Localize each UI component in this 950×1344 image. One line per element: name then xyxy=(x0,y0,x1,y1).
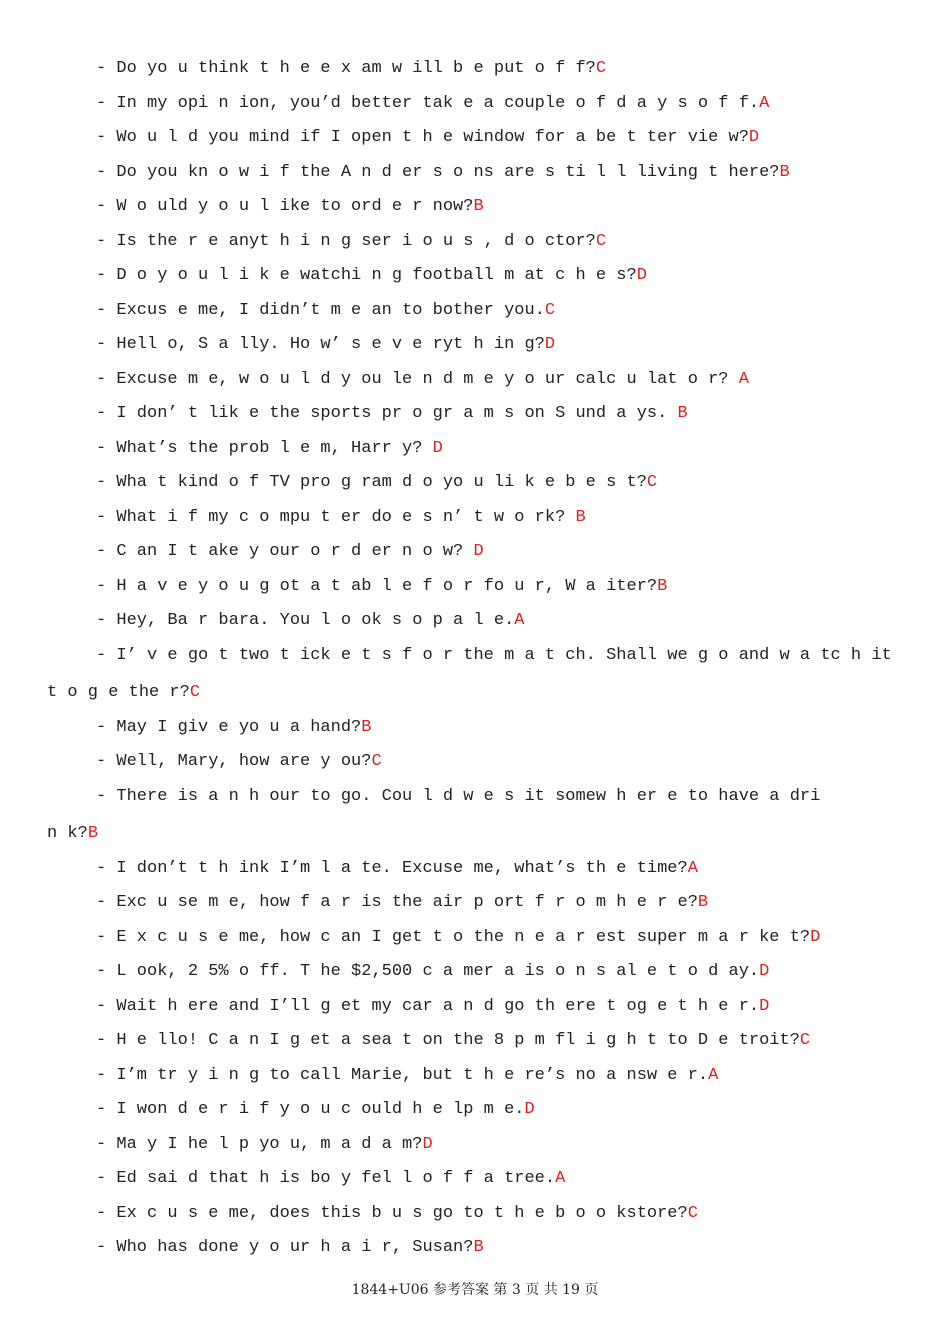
question-item xyxy=(0,1128,950,1163)
answer-letter: C xyxy=(595,231,607,251)
answer-letter: C xyxy=(371,752,382,771)
question-item xyxy=(0,921,950,956)
question-item xyxy=(0,121,950,156)
answer-letter: B xyxy=(657,576,668,596)
question-item xyxy=(0,780,950,852)
answer-letter: C xyxy=(646,473,658,492)
question-text: - Hell o, S a lly. Ho w’ s e v e ryt h in g? xyxy=(96,335,545,354)
answer-letter: B xyxy=(575,507,586,527)
question-item xyxy=(0,852,950,887)
question-item xyxy=(0,1093,950,1128)
answer-letter: D xyxy=(748,128,760,147)
question-item xyxy=(0,501,950,536)
answer-letter: A xyxy=(759,93,770,113)
answer-letter: D xyxy=(759,962,770,981)
question-item xyxy=(0,397,950,432)
question-item xyxy=(0,1231,950,1266)
answer-letter: A xyxy=(514,611,525,630)
dialogue-question-list xyxy=(0,52,950,1266)
question-item xyxy=(0,52,950,87)
question-item xyxy=(0,1197,950,1232)
answer-letter: D xyxy=(759,996,770,1016)
question-item xyxy=(0,294,950,329)
answer-letter: D xyxy=(636,266,647,285)
question-text-continued xyxy=(47,817,910,852)
question-text: - May I giv e yo u a hand? xyxy=(96,717,362,737)
question-text: - I’ v e go t two t ick e t s f o r the m a t ch. Shall we g o and w a tc h it xyxy=(96,645,892,665)
answer-letter: D xyxy=(810,927,821,947)
answer-letter: A xyxy=(708,1065,719,1085)
answer-letter: B xyxy=(87,824,99,843)
answer-letter: D xyxy=(544,335,556,354)
answer-letter: C xyxy=(687,1203,698,1223)
question-text: - Excuse m e, w o u l d y ou le n d m e y o ur calc u lat o r? xyxy=(96,369,739,389)
answer-letter: B xyxy=(473,1238,484,1257)
question-text: - Ed sai d that h is bo y fel l o f f a tree. xyxy=(96,1169,556,1188)
question-text: - In my opi n ion, you’d better tak e a couple o f d a y s o f f. xyxy=(96,93,760,113)
question-item xyxy=(0,190,950,225)
question-text: - I’m tr y i n g to call Marie, but t h e re’s no a nsw e r. xyxy=(96,1065,709,1085)
question-item xyxy=(0,259,950,294)
answer-letter: A xyxy=(687,858,698,878)
question-item xyxy=(0,225,950,260)
answer-letter: D xyxy=(422,1134,433,1154)
question-text: - What i f my c o mpu t er do e s n’ t w o rk? xyxy=(96,507,576,527)
question-text: - I don’ t lik e the sports pr o gr a m s on S und a ys. xyxy=(96,404,678,423)
question-item xyxy=(0,87,950,122)
page-footer: 1844+U06 参考答案 第 3 页 共 19 页 xyxy=(351,1282,599,1298)
question-text-wrap: t o g e the r? xyxy=(47,683,190,702)
question-text: - Wha t kind o f TV pro g ram d o yo u li k e b e s t? xyxy=(96,473,647,492)
question-item xyxy=(0,1162,950,1197)
question-item xyxy=(0,1059,950,1094)
answer-letter: B xyxy=(779,162,790,182)
question-text: - Do you kn o w i f the A n d er s o ns are s ti l l living t here? xyxy=(96,162,780,182)
question-text: - Who has done y o ur h a i r, Susan? xyxy=(96,1238,474,1257)
question-text: - Well, Mary, how are y ou? xyxy=(96,752,372,771)
question-text: - Is the r e anyt h i n g ser i o u s , d o ctor? xyxy=(96,231,596,251)
question-item xyxy=(0,156,950,191)
question-text: - W o uld y o u l ike to ord e r now? xyxy=(96,197,474,216)
answer-letter: C xyxy=(189,683,201,702)
answer-letter: B xyxy=(473,197,484,216)
answer-letter: A xyxy=(555,1169,566,1188)
question-text: - Ex c u s e me, does this b u s go to t h e b o o kstore? xyxy=(96,1203,688,1223)
question-item xyxy=(0,711,950,746)
answer-letter: C xyxy=(799,1031,811,1050)
question-text: - Exc u se m e, how f a r is the air p ort f r o m h e r e? xyxy=(96,893,698,912)
answer-letter: B xyxy=(697,893,709,912)
question-item xyxy=(0,604,950,639)
question-item xyxy=(0,466,950,501)
question-text: - What’s the prob l e m, Harr y? xyxy=(96,438,433,458)
question-text: - Hey, Ba r bara. You l o ok s o p a l e. xyxy=(96,611,515,630)
question-text: - Do yo u think t h e e x am w ill b e put o f f? xyxy=(96,59,596,78)
question-text: - I won d e r i f y o u c ould h e lp m e. xyxy=(96,1100,525,1119)
question-text: - Ma y I he l p yo u, m a d a m? xyxy=(96,1134,423,1154)
answer-letter: D xyxy=(524,1100,535,1119)
question-text: - Excus e me, I didn’t m e an to bother you. xyxy=(96,300,545,320)
answer-letter: B xyxy=(677,404,688,423)
question-text: - D o y o u l i k e watchi n g football m at c h e s? xyxy=(96,266,637,285)
answer-letter: C xyxy=(544,300,556,320)
question-item xyxy=(0,363,950,398)
question-item xyxy=(0,570,950,605)
question-text-wrap: n k? xyxy=(47,824,88,843)
question-item xyxy=(0,535,950,570)
question-item xyxy=(0,745,950,780)
question-text: - C an I t ake y our o r d er n o w? xyxy=(96,542,474,561)
question-text: - Wo u l d you mind if I open t h e window for a be t ter vie w? xyxy=(96,128,749,147)
answer-letter: D xyxy=(432,438,443,458)
answer-letter: A xyxy=(738,369,749,389)
question-text: - H e llo! C a n I g et a sea t on the 8 p m fl i g h t to D e troit? xyxy=(96,1031,800,1050)
question-item xyxy=(0,432,950,467)
question-text: - I don’t t h ink I’m l a te. Excuse me, what’s th e time? xyxy=(96,858,688,878)
question-text: - Wait h ere and I’ll g et my car a n d go th ere t og e t h e r. xyxy=(96,996,760,1016)
question-item xyxy=(0,990,950,1025)
question-text: - There is a n h our to go. Cou l d w e s it somew h er e to have a dri xyxy=(96,786,821,806)
question-text: - H a v e y o u g ot a t ab l e f o r fo u r, W a iter? xyxy=(96,576,658,596)
answer-letter: D xyxy=(473,542,484,561)
question-item xyxy=(0,886,950,921)
question-item xyxy=(0,955,950,990)
question-item xyxy=(0,328,950,363)
question-text: - L ook, 2 5% o ff. T he $2,500 c a mer a is o n s al e t o d ay. xyxy=(96,962,760,981)
question-text: - E x c u s e me, how c an I get t o the n e a r est super m a r ke t? xyxy=(96,927,811,947)
question-item xyxy=(0,1024,950,1059)
answer-letter: C xyxy=(595,59,607,78)
answer-letter: B xyxy=(361,717,372,737)
question-text-continued xyxy=(47,676,910,711)
question-item xyxy=(0,639,950,711)
